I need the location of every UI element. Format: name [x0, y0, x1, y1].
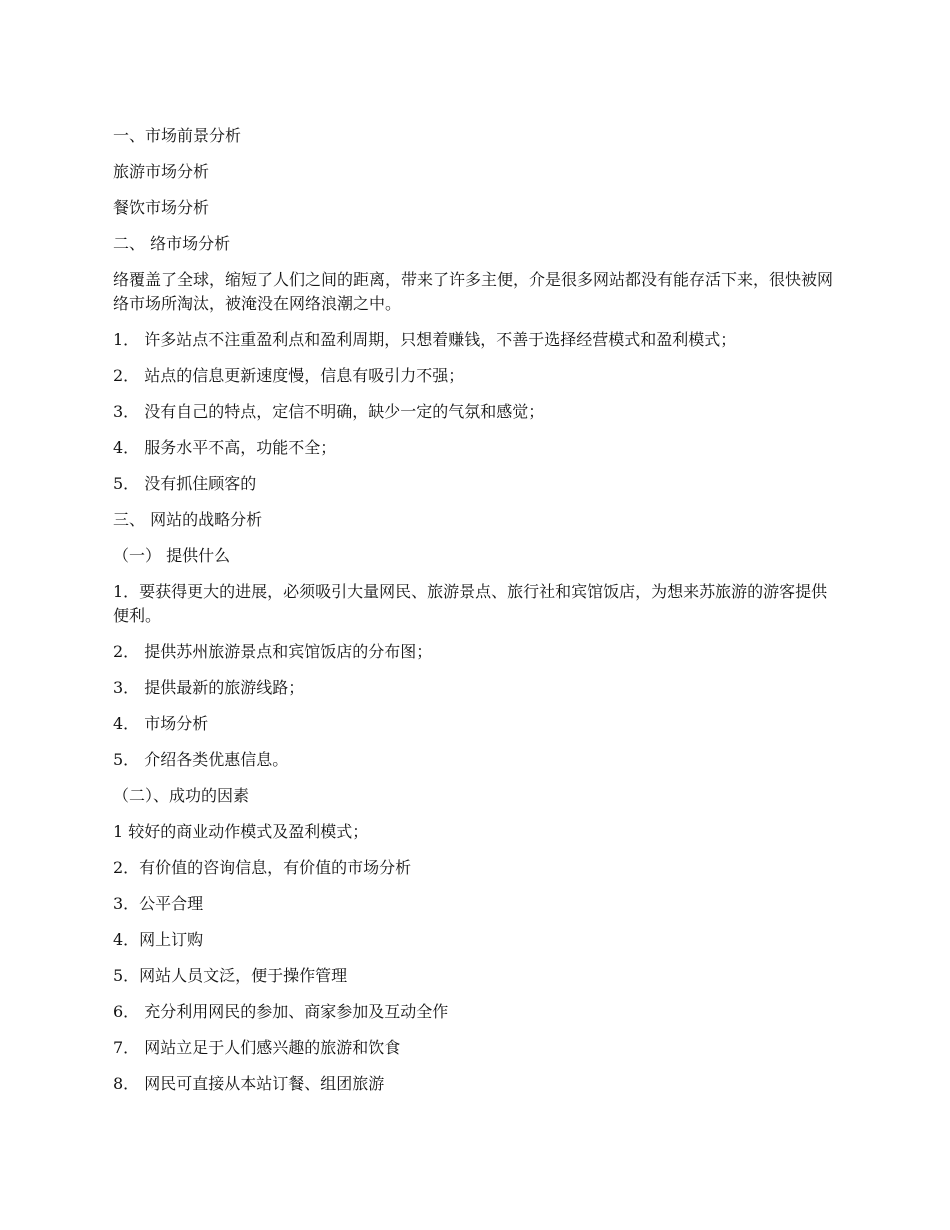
list-item: 4． 市场分析: [113, 714, 209, 733]
list-item: 2． 站点的信息更新速度慢，信息有吸引力不强；: [113, 366, 465, 385]
section-heading-strategy: 三、 网站的战略分析: [113, 510, 263, 529]
list-item: 5．网站人员文泛，便于操作管理: [113, 966, 348, 985]
list-item: 8． 网民可直接从本站订餐、组团旅游: [113, 1074, 385, 1093]
list-item: 5． 介绍各类优惠信息。: [113, 750, 289, 769]
list-item: 5． 没有抓住顾客的: [113, 474, 257, 493]
list-item: 3．公平合理: [113, 894, 204, 913]
subheading-what-to-provide: （一） 提供什么: [113, 546, 231, 565]
list-item: 6． 充分利用网民的参加、商家参加及互动全作: [113, 1002, 449, 1021]
list-item: 4．网上订购: [113, 930, 204, 949]
list-item: 1．要获得更大的进展，必须吸引大量网民、旅游景点、旅行社和宾馆饭店，为想来苏旅游的游客提供便利。: [113, 582, 828, 625]
paragraph-network-overview: 络覆盖了全球，缩短了人们之间的距离，带来了许多主便，介是很多网站都没有能存活下来，很快被网络市场所淘汰，被淹没在网络浪潮之中。: [113, 270, 834, 313]
list-item: 1． 许多站点不注重盈利点和盈利周期，只想着赚钱，不善于选择经营模式和盈利模式；: [113, 330, 737, 349]
subheading-tourism-market: 旅游市场分析: [113, 162, 210, 181]
list-item: 4． 服务水平不高，功能不全；: [113, 438, 337, 457]
subheading-catering-market: 餐饮市场分析: [113, 198, 210, 217]
document-body: [113, 124, 843, 1108]
section-heading-market-outlook: 一、市场前景分析: [113, 126, 242, 145]
list-item: 2．有价值的咨询信息，有价值的市场分析: [113, 858, 412, 877]
list-item: 2． 提供苏州旅游景点和宾馆饭店的分布图；: [113, 642, 433, 661]
list-item: 1 较好的商业动作模式及盈利模式；: [113, 822, 369, 841]
subheading-success-factors: （二）、成功的因素: [113, 786, 250, 805]
list-item: 3． 没有自己的特点，定信不明确，缺少一定的气氛和感觉；: [113, 402, 545, 421]
list-item: 7． 网站立足于人们感兴趣的旅游和饮食: [113, 1038, 401, 1057]
section-heading-network-market: 二、 络市场分析: [113, 234, 231, 253]
list-item: 3． 提供最新的旅游线路；: [113, 678, 305, 697]
